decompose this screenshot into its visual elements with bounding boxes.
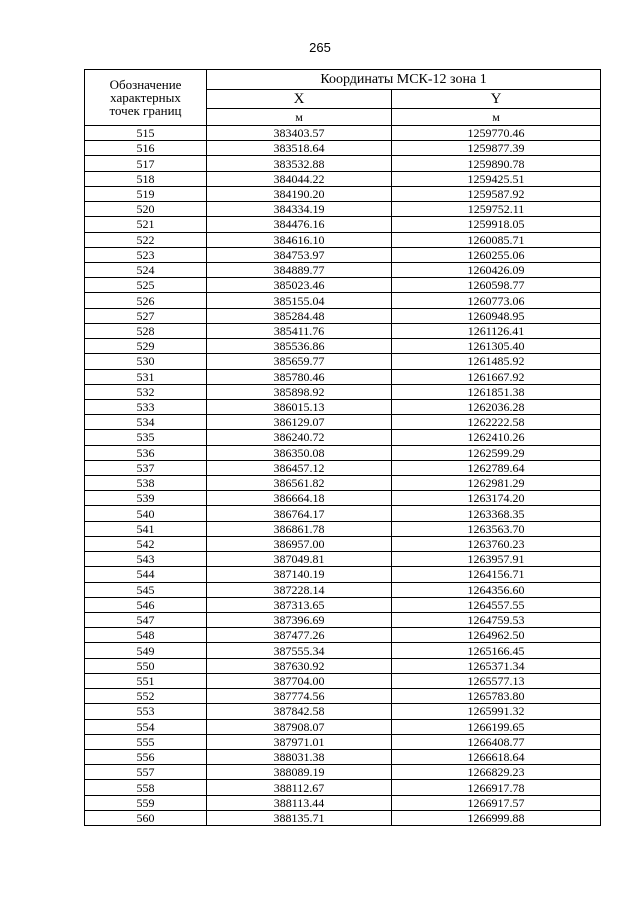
- coordinates-group-header: Координаты МСК-12 зона 1: [207, 70, 601, 90]
- y-cell: 1261126.41: [392, 323, 601, 338]
- point-cell: 542: [85, 536, 207, 551]
- table-row: [85, 202, 601, 217]
- table-row: [85, 658, 601, 673]
- point-cell: 540: [85, 506, 207, 521]
- table-row: [85, 141, 601, 156]
- point-cell: 545: [85, 582, 207, 597]
- point-label-header: [85, 70, 207, 126]
- x-column-header: X: [207, 90, 392, 109]
- point-cell: 531: [85, 369, 207, 384]
- table-row: [85, 171, 601, 186]
- y-cell: 1265783.80: [392, 689, 601, 704]
- table-row: [85, 445, 601, 460]
- point-cell: 536: [85, 445, 207, 460]
- x-unit-header: м: [207, 109, 392, 126]
- y-cell: 1263174.20: [392, 491, 601, 506]
- y-cell: 1265991.32: [392, 704, 601, 719]
- y-cell: 1262222.58: [392, 415, 601, 430]
- table-row: [85, 354, 601, 369]
- point-cell: 553: [85, 704, 207, 719]
- x-cell: 387049.81: [207, 552, 392, 567]
- table-row: [85, 399, 601, 414]
- y-cell: 1264156.71: [392, 567, 601, 582]
- y-cell: 1263368.35: [392, 506, 601, 521]
- y-cell: 1259918.05: [392, 217, 601, 232]
- table-row: [85, 460, 601, 475]
- y-cell: 1263563.70: [392, 521, 601, 536]
- x-cell: 384190.20: [207, 186, 392, 201]
- table-row: [85, 415, 601, 430]
- x-cell: 386561.82: [207, 476, 392, 491]
- coordinates-table: [84, 69, 601, 826]
- y-cell: 1259770.46: [392, 126, 601, 141]
- x-cell: 387396.69: [207, 613, 392, 628]
- y-cell: 1261667.92: [392, 369, 601, 384]
- y-cell: 1266917.78: [392, 780, 601, 795]
- y-cell: 1260426.09: [392, 262, 601, 277]
- y-cell: 1262036.28: [392, 399, 601, 414]
- point-cell: 518: [85, 171, 207, 186]
- table-row: [85, 293, 601, 308]
- y-cell: 1266199.65: [392, 719, 601, 734]
- point-cell: 558: [85, 780, 207, 795]
- y-cell: 1262789.64: [392, 460, 601, 475]
- x-cell: 386129.07: [207, 415, 392, 430]
- point-cell: 559: [85, 795, 207, 810]
- table-row: [85, 521, 601, 536]
- x-cell: 385898.92: [207, 384, 392, 399]
- point-cell: 529: [85, 339, 207, 354]
- x-cell: 387140.19: [207, 567, 392, 582]
- y-cell: 1266618.64: [392, 749, 601, 764]
- y-unit-header: м: [392, 109, 601, 126]
- x-cell: 386240.72: [207, 430, 392, 445]
- table-row: [85, 673, 601, 688]
- point-cell: 557: [85, 765, 207, 780]
- table-header: [85, 70, 601, 126]
- y-cell: 1259425.51: [392, 171, 601, 186]
- x-cell: 387313.65: [207, 597, 392, 612]
- y-cell: 1259587.92: [392, 186, 601, 201]
- x-cell: 383518.64: [207, 141, 392, 156]
- point-cell: 521: [85, 217, 207, 232]
- y-cell: 1264962.50: [392, 628, 601, 643]
- x-cell: 385659.77: [207, 354, 392, 369]
- y-cell: 1259752.11: [392, 202, 601, 217]
- y-cell: 1261305.40: [392, 339, 601, 354]
- y-cell: 1265577.13: [392, 673, 601, 688]
- table-row: [85, 536, 601, 551]
- table-body: [85, 126, 601, 826]
- y-cell: 1260598.77: [392, 278, 601, 293]
- point-label-line: точек границ: [109, 103, 182, 118]
- point-label-line: Обозначение: [109, 77, 182, 92]
- point-cell: 520: [85, 202, 207, 217]
- y-cell: 1260085.71: [392, 232, 601, 247]
- x-cell: 385023.46: [207, 278, 392, 293]
- x-cell: 385780.46: [207, 369, 392, 384]
- table-row: [85, 704, 601, 719]
- x-cell: 386861.78: [207, 521, 392, 536]
- x-cell: 388113.44: [207, 795, 392, 810]
- table-row: [85, 126, 601, 141]
- point-cell: 550: [85, 658, 207, 673]
- x-cell: 387971.01: [207, 734, 392, 749]
- x-cell: 386764.17: [207, 506, 392, 521]
- x-cell: 384889.77: [207, 262, 392, 277]
- point-cell: 530: [85, 354, 207, 369]
- point-cell: 543: [85, 552, 207, 567]
- y-cell: 1264356.60: [392, 582, 601, 597]
- point-cell: 524: [85, 262, 207, 277]
- table-row: [85, 567, 601, 582]
- point-cell: 554: [85, 719, 207, 734]
- x-cell: 384753.97: [207, 247, 392, 262]
- table-row: [85, 582, 601, 597]
- x-cell: 388089.19: [207, 765, 392, 780]
- table-row: [85, 628, 601, 643]
- y-cell: 1261485.92: [392, 354, 601, 369]
- x-cell: 387228.14: [207, 582, 392, 597]
- table-row: [85, 308, 601, 323]
- table-row: [85, 719, 601, 734]
- table-row: [85, 430, 601, 445]
- y-column-header: Y: [392, 90, 601, 109]
- table-row: [85, 810, 601, 825]
- table-row: [85, 552, 601, 567]
- x-cell: 384616.10: [207, 232, 392, 247]
- x-cell: 383403.57: [207, 126, 392, 141]
- y-cell: 1264557.55: [392, 597, 601, 612]
- table-row: [85, 339, 601, 354]
- point-cell: 528: [85, 323, 207, 338]
- x-cell: 386350.08: [207, 445, 392, 460]
- table-row: [85, 734, 601, 749]
- point-cell: 552: [85, 689, 207, 704]
- x-cell: 387774.56: [207, 689, 392, 704]
- y-cell: 1259877.39: [392, 141, 601, 156]
- x-cell: 385155.04: [207, 293, 392, 308]
- point-cell: 555: [85, 734, 207, 749]
- table-row: [85, 689, 601, 704]
- point-cell: 539: [85, 491, 207, 506]
- point-cell: 544: [85, 567, 207, 582]
- point-cell: 532: [85, 384, 207, 399]
- x-cell: 384476.16: [207, 217, 392, 232]
- table-row: [85, 765, 601, 780]
- point-label-line: характерных: [110, 90, 181, 105]
- y-cell: 1263760.23: [392, 536, 601, 551]
- point-cell: 517: [85, 156, 207, 171]
- table-row: [85, 323, 601, 338]
- x-cell: 385536.86: [207, 339, 392, 354]
- x-cell: 386457.12: [207, 460, 392, 475]
- table-row: [85, 369, 601, 384]
- x-cell: 385284.48: [207, 308, 392, 323]
- y-cell: 1265166.45: [392, 643, 601, 658]
- point-cell: 547: [85, 613, 207, 628]
- x-cell: 385411.76: [207, 323, 392, 338]
- point-cell: 546: [85, 597, 207, 612]
- y-cell: 1260255.06: [392, 247, 601, 262]
- x-cell: 387908.07: [207, 719, 392, 734]
- table-row: [85, 749, 601, 764]
- x-cell: 386664.18: [207, 491, 392, 506]
- point-cell: 548: [85, 628, 207, 643]
- point-cell: 556: [85, 749, 207, 764]
- y-cell: 1265371.34: [392, 658, 601, 673]
- table-row: [85, 613, 601, 628]
- table-row: [85, 247, 601, 262]
- point-cell: 516: [85, 141, 207, 156]
- y-cell: 1262981.29: [392, 476, 601, 491]
- table-row: [85, 597, 601, 612]
- point-cell: 549: [85, 643, 207, 658]
- y-cell: 1259890.78: [392, 156, 601, 171]
- y-cell: 1260773.06: [392, 293, 601, 308]
- x-cell: 387477.26: [207, 628, 392, 643]
- x-cell: 387704.00: [207, 673, 392, 688]
- x-cell: 386957.00: [207, 536, 392, 551]
- x-cell: 388135.71: [207, 810, 392, 825]
- table-row: [85, 262, 601, 277]
- table-row: [85, 384, 601, 399]
- y-cell: 1264759.53: [392, 613, 601, 628]
- x-cell: 384334.19: [207, 202, 392, 217]
- y-cell: 1266917.57: [392, 795, 601, 810]
- x-cell: 388031.38: [207, 749, 392, 764]
- x-cell: 384044.22: [207, 171, 392, 186]
- table-row: [85, 476, 601, 491]
- point-cell: 525: [85, 278, 207, 293]
- table-row: [85, 795, 601, 810]
- point-cell: 538: [85, 476, 207, 491]
- point-cell: 523: [85, 247, 207, 262]
- x-cell: 387555.34: [207, 643, 392, 658]
- point-cell: 560: [85, 810, 207, 825]
- x-cell: 387630.92: [207, 658, 392, 673]
- point-cell: 515: [85, 126, 207, 141]
- point-cell: 533: [85, 399, 207, 414]
- y-cell: 1263957.91: [392, 552, 601, 567]
- point-cell: 534: [85, 415, 207, 430]
- x-cell: 387842.58: [207, 704, 392, 719]
- table-row: [85, 780, 601, 795]
- table-row: [85, 156, 601, 171]
- y-cell: 1260948.95: [392, 308, 601, 323]
- page-number: 265: [309, 40, 331, 55]
- point-cell: 522: [85, 232, 207, 247]
- x-cell: 386015.13: [207, 399, 392, 414]
- point-cell: 551: [85, 673, 207, 688]
- point-cell: 527: [85, 308, 207, 323]
- y-cell: 1261851.38: [392, 384, 601, 399]
- y-cell: 1266999.88: [392, 810, 601, 825]
- y-cell: 1266408.77: [392, 734, 601, 749]
- table-row: [85, 506, 601, 521]
- table-row: [85, 186, 601, 201]
- y-cell: 1262599.29: [392, 445, 601, 460]
- point-cell: 541: [85, 521, 207, 536]
- table-row: [85, 232, 601, 247]
- point-cell: 535: [85, 430, 207, 445]
- table-row: [85, 217, 601, 232]
- point-cell: 519: [85, 186, 207, 201]
- x-cell: 383532.88: [207, 156, 392, 171]
- table-row: [85, 278, 601, 293]
- point-cell: 537: [85, 460, 207, 475]
- y-cell: 1262410.26: [392, 430, 601, 445]
- y-cell: 1266829.23: [392, 765, 601, 780]
- point-cell: 526: [85, 293, 207, 308]
- x-cell: 388112.67: [207, 780, 392, 795]
- table-row: [85, 491, 601, 506]
- table-row: [85, 643, 601, 658]
